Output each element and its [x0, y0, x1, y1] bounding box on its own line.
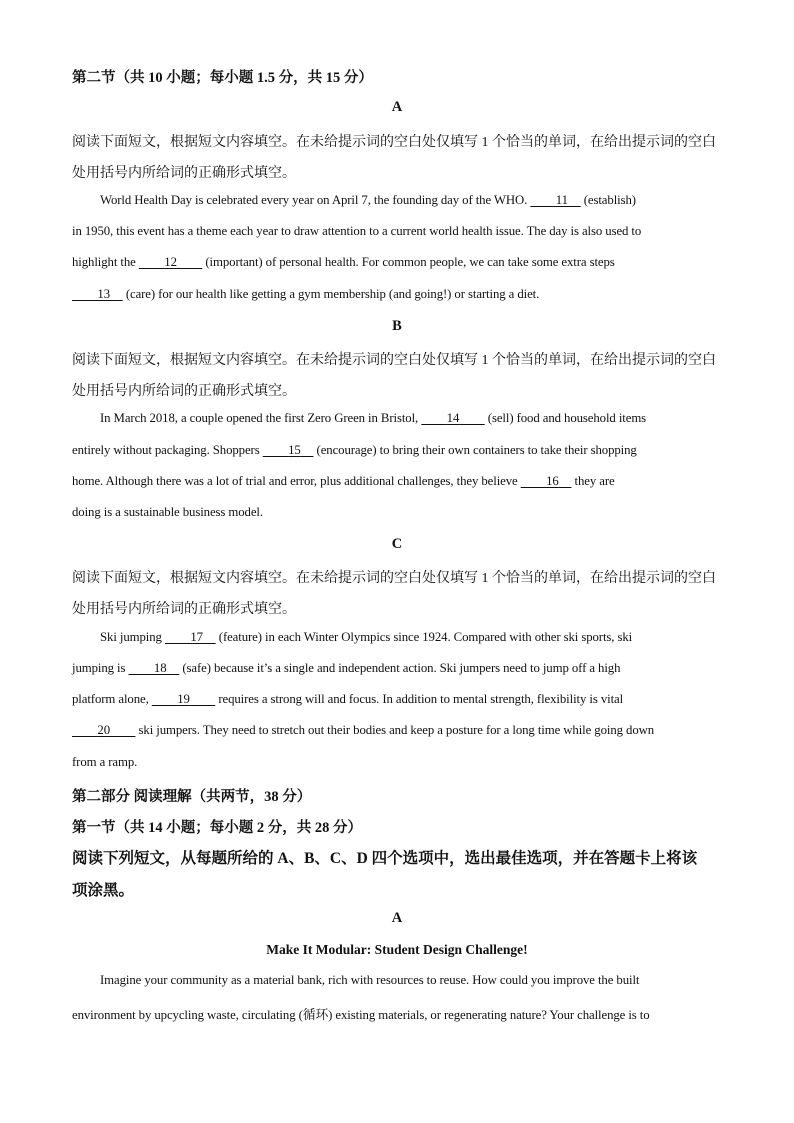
reading-a-label: A	[391, 910, 403, 926]
text-segment: home. Although there was a lot of trial and error, plus additional challenges, they believe	[72, 474, 518, 488]
passage-b-line-2	[72, 443, 637, 458]
blank-18[interactable]: 18	[153, 661, 167, 675]
passage-b-line-4: doing is a sustainable business model.	[72, 505, 263, 519]
section2-header: 第二节（共 10 小题；每小题 1.5 分，共 15 分）	[72, 70, 373, 86]
text-segment: highlight the	[72, 255, 136, 269]
passage-c-label: C	[391, 536, 403, 552]
passage-a-instruction-2: 处用括号内所给词的正确形式填空。	[72, 166, 296, 181]
blank-13[interactable]: 13	[97, 287, 111, 301]
text-segment: (establish)	[583, 193, 636, 207]
passage-a-line-4	[72, 287, 539, 302]
text-segment: (feature) in each Winter Olympics since 1924. Compared with other ski sports, ski	[218, 630, 633, 644]
passage-c-instruction-2: 处用括号内所给词的正确形式填空。	[72, 602, 296, 617]
passage-b-line-3	[72, 474, 615, 489]
blank-19[interactable]: 19	[177, 692, 190, 706]
passage-c-line-1	[100, 630, 632, 645]
passage-c-line-3	[72, 692, 623, 707]
passage-c-line-5: from a ramp.	[72, 755, 138, 769]
text-segment: (encourage) to bring their own containers to take their shopping	[316, 443, 637, 457]
passage-a-line-1	[100, 193, 636, 208]
part2-instruction-2: 项涂黑。	[72, 882, 135, 899]
text-segment: World Health Day is celebrated every year on April 7, the founding day of the WHO.	[100, 193, 528, 207]
passage-b-instruction-1: 阅读下面短文，根据短文内容填空。在未给提示词的空白处仅填写 1 个恰当的单词，在给出提示词的空白	[72, 353, 716, 368]
part2-section1-header: 第一节（共 14 小题；每小题 2 分，共 28 分）	[72, 820, 362, 836]
text-segment: In March 2018, a couple opened the first Zero Green in Bristol,	[100, 411, 419, 425]
blank-12[interactable]: 12	[164, 255, 177, 269]
text-segment: entirely without packaging. Shoppers	[72, 443, 260, 457]
blank-20[interactable]: 20	[97, 723, 111, 737]
blank-15[interactable]: 15	[288, 443, 301, 457]
passage-c-line-2	[72, 661, 620, 676]
blank-16[interactable]: 16	[546, 474, 559, 488]
passage-a-instruction-1: 阅读下面短文，根据短文内容填空。在未给提示词的空白处仅填写 1 个恰当的单词，在给出提示词的空白	[72, 135, 716, 150]
text-segment: they are	[574, 474, 615, 488]
text-segment: (care) for our health like getting a gym membership (and going!) or starting a diet.	[125, 287, 540, 301]
text-segment: Ski jumping	[100, 630, 162, 644]
reading-a-line-2: environment by upcycling waste, circulating (循环) existing materials, or regenerating nature? Your challenge is to	[72, 1008, 650, 1022]
passage-a-label: A	[391, 99, 403, 115]
passage-a-line-3	[72, 255, 615, 270]
blank-17[interactable]: 17	[190, 630, 203, 644]
text-segment: (sell) food and household items	[487, 411, 647, 425]
text-segment: jumping is	[72, 661, 126, 675]
blank-11[interactable]: 11	[555, 193, 568, 207]
reading-a-title: Make It Modular: Student Design Challenge!	[266, 942, 528, 957]
passage-b-line-1	[100, 411, 646, 426]
passage-c-line-4	[72, 723, 654, 738]
passage-c-instruction-1: 阅读下面短文，根据短文内容填空。在未给提示词的空白处仅填写 1 个恰当的单词，在给出提示词的空白	[72, 571, 716, 586]
part2-header: 第二部分 阅读理解（共两节，38 分）	[72, 789, 312, 805]
part2-instruction-1: 阅读下列短文，从每题所给的 A、B、C、D 四个选项中，选出最佳选项，并在答题卡上将该	[72, 850, 698, 867]
text-segment: requires a strong will and focus. In addition to mental strength, flexibility is vital	[218, 692, 624, 706]
passage-a-line-2: in 1950, this event has a theme each year to draw attention to a current world health issue. The day is also used to	[72, 224, 642, 238]
reading-a-line-1: Imagine your community as a material bank, rich with resources to reuse. How could you improve the built	[100, 973, 640, 987]
passage-b-label: B	[392, 318, 402, 334]
blank-14[interactable]: 14	[446, 411, 460, 425]
text-segment: platform alone,	[72, 692, 149, 706]
text-segment: (safe) because it’s a single and independent action. Ski jumpers need to jump off a high	[182, 661, 621, 675]
text-segment: (important) of personal health. For common people, we can take some extra steps	[205, 255, 615, 269]
text-segment: ski jumpers. They need to stretch out their bodies and keep a posture for a long time while going down	[138, 723, 655, 737]
passage-b-instruction-2: 处用括号内所给词的正确形式填空。	[72, 384, 296, 399]
